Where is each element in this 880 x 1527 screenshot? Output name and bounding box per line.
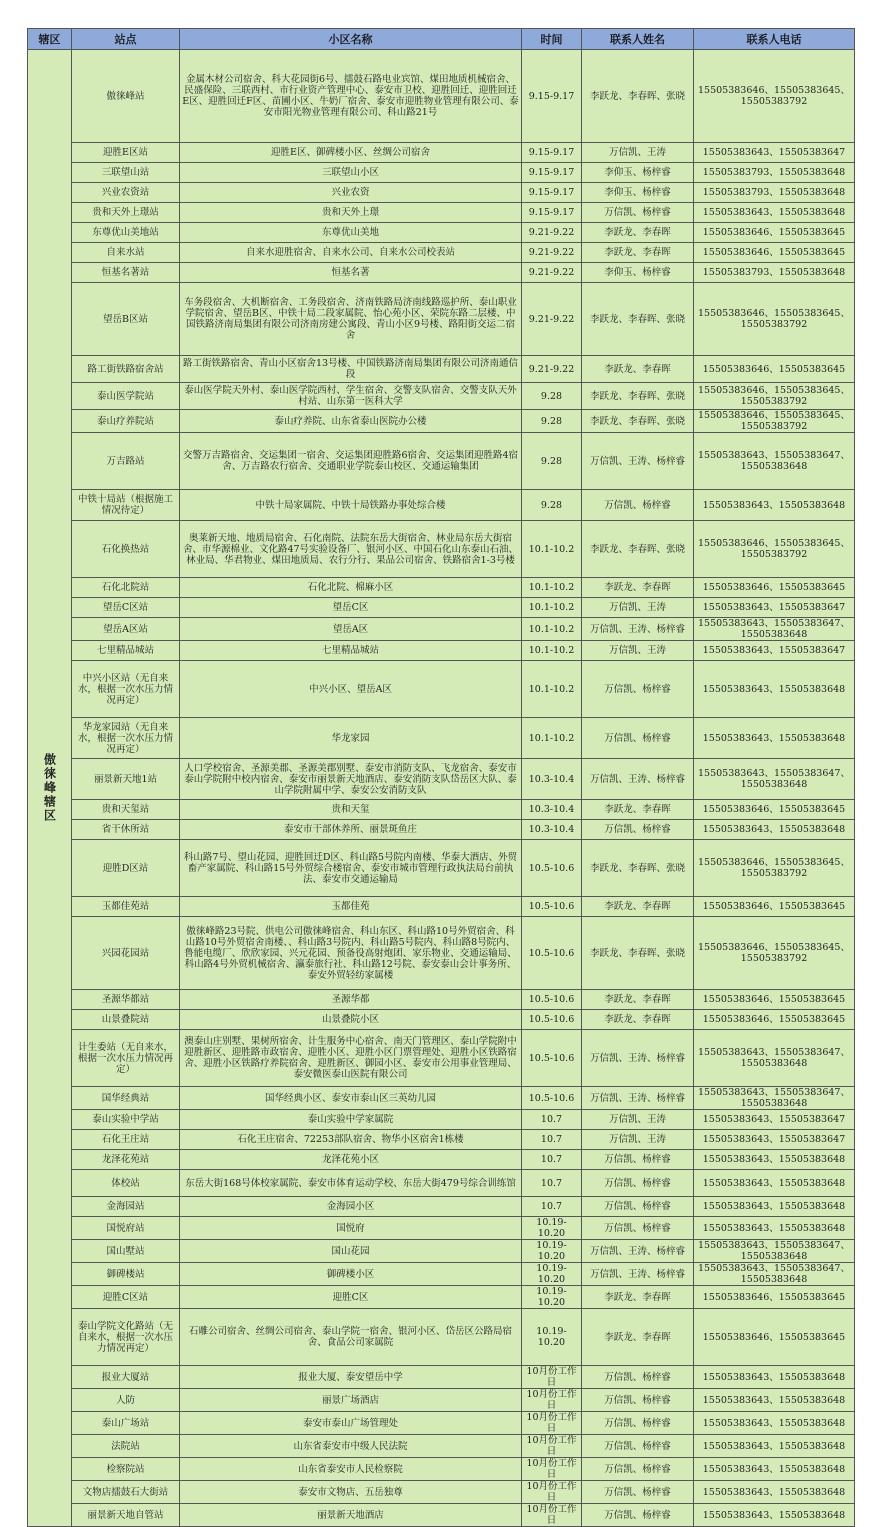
table-row bbox=[28, 1197, 855, 1217]
header-contact: 联系人姓名 bbox=[582, 29, 694, 50]
phone-cell: 15505383643、15505383647、15505383648 bbox=[694, 1030, 855, 1087]
time-cell: 9.28 bbox=[522, 383, 582, 410]
station-cell: 省干休所站 bbox=[72, 820, 180, 840]
phone-cell: 15505383643、15505383648 bbox=[694, 1150, 855, 1170]
time-cell: 10月份工作日 bbox=[522, 1412, 582, 1435]
table-row bbox=[28, 50, 855, 143]
table-row bbox=[28, 1481, 855, 1504]
station-cell: 报业大厦站 bbox=[72, 1366, 180, 1389]
phone-cell: 15505383643、15505383648 bbox=[694, 1389, 855, 1412]
time-cell: 10月份工作日 bbox=[522, 1504, 582, 1527]
contact-cell: 李跃龙、李春晖 bbox=[582, 223, 694, 243]
contact-cell: 万信凯、杨梓睿 bbox=[582, 661, 694, 718]
table-row bbox=[28, 243, 855, 263]
phone-cell: 15505383643、15505383648 bbox=[694, 490, 855, 521]
contact-cell: 万信凯、王涛、杨梓睿 bbox=[582, 433, 694, 490]
phone-cell: 15505383646、15505383645 bbox=[694, 990, 855, 1010]
phone-cell: 15505383643、15505383648 bbox=[694, 203, 855, 223]
station-cell: 圣源华都站 bbox=[72, 990, 180, 1010]
time-cell: 10.5-10.6 bbox=[522, 840, 582, 897]
station-cell: 迎胜D区站 bbox=[72, 840, 180, 897]
station-cell: 三联望山站 bbox=[72, 163, 180, 183]
phone-cell: 15505383646、15505383645、15505383792 bbox=[694, 283, 855, 356]
community-cell: 中兴小区、望岳A区 bbox=[180, 661, 522, 718]
time-cell: 10.7 bbox=[522, 1150, 582, 1170]
contact-cell: 李跃龙、李春晖 bbox=[582, 990, 694, 1010]
time-cell: 10月份工作日 bbox=[522, 1389, 582, 1412]
contact-cell: 李跃龙、李春晖、张晓 bbox=[582, 410, 694, 433]
phone-cell: 15505383646、15505383645 bbox=[694, 1286, 855, 1309]
community-cell: 科山路7号、望山花园、迎胜回迁D区、科山路5号院内南楼、华泰大酒店、外贸畜产家属院、科山路15号外贸综合楼宿舍、泰安市城市管理行政执法局台前执法、泰安市交通运输局 bbox=[180, 840, 522, 897]
station-cell: 丽景新天地1站 bbox=[72, 759, 180, 800]
station-cell: 泰山学院文化路站（无自来水，根据一次水压力情况再定） bbox=[72, 1309, 180, 1366]
station-cell: 自来水站 bbox=[72, 243, 180, 263]
phone-cell: 15505383646、15505383645 bbox=[694, 223, 855, 243]
time-cell: 10.7 bbox=[522, 1197, 582, 1217]
contact-cell: 万信凯、杨梓睿 bbox=[582, 1197, 694, 1217]
contact-cell: 万信凯、杨梓睿 bbox=[582, 1389, 694, 1412]
community-cell: 迎胜E区、御碑楼小区、丝绸公司宿舍 bbox=[180, 143, 522, 163]
table-row bbox=[28, 840, 855, 897]
table-row bbox=[28, 183, 855, 203]
phone-cell: 15505383646、15505383645、15505383792 bbox=[694, 840, 855, 897]
schedule-table-wrapper bbox=[27, 28, 854, 1527]
table-row bbox=[28, 1130, 855, 1150]
contact-cell: 李跃龙、李春晖、张晓 bbox=[582, 521, 694, 578]
contact-cell: 李跃龙、李春晖、张晓 bbox=[582, 283, 694, 356]
station-cell: 龙泽花苑站 bbox=[72, 1150, 180, 1170]
community-cell: 山东省泰安市中级人民法院 bbox=[180, 1435, 522, 1458]
district-cell: 傲徕峰辖区 bbox=[28, 50, 72, 1527]
contact-cell: 李跃龙、李春晖 bbox=[582, 1286, 694, 1309]
table-row bbox=[28, 598, 855, 618]
station-cell: 人防 bbox=[72, 1389, 180, 1412]
community-cell: 望岳C区 bbox=[180, 598, 522, 618]
community-cell: 兴业农资 bbox=[180, 183, 522, 203]
community-cell: 报业大厦、泰安望岳中学 bbox=[180, 1366, 522, 1389]
table-row bbox=[28, 641, 855, 661]
community-cell: 车务段宿舍、大机断宿舍、工务段宿舍、济南铁路局济南线路巡护所、泰山职业学院宿舍、望岳B区、中铁十局二段家属院、怡心苑小区、荣院东路二层楼、中国铁路济南局集团有限公司济南房建公寓段、青山小区9号楼、路阳街交运二宿舍 bbox=[180, 283, 522, 356]
station-cell: 贵和天玺站 bbox=[72, 800, 180, 820]
contact-cell: 万信凯、杨梓睿 bbox=[582, 1504, 694, 1527]
station-cell: 石化北院站 bbox=[72, 578, 180, 598]
table-row bbox=[28, 356, 855, 383]
station-cell: 迎胜C区站 bbox=[72, 1286, 180, 1309]
contact-cell: 万信凯、杨梓睿 bbox=[582, 1481, 694, 1504]
community-cell: 三联望山小区 bbox=[180, 163, 522, 183]
phone-cell: 15505383643、15505383647 bbox=[694, 1110, 855, 1130]
contact-cell: 万信凯、杨梓睿 bbox=[582, 1150, 694, 1170]
community-cell: 中铁十局家属院、中铁十局铁路办事处综合楼 bbox=[180, 490, 522, 521]
station-cell: 国山墅站 bbox=[72, 1240, 180, 1263]
time-cell: 10月份工作日 bbox=[522, 1366, 582, 1389]
station-cell: 山景叠院站 bbox=[72, 1010, 180, 1030]
station-cell: 望岳B区站 bbox=[72, 283, 180, 356]
community-cell: 金海园小区 bbox=[180, 1197, 522, 1217]
community-cell: 玉都佳苑 bbox=[180, 897, 522, 917]
station-cell: 望岳C区站 bbox=[72, 598, 180, 618]
time-cell: 10.1-10.2 bbox=[522, 521, 582, 578]
table-row bbox=[28, 578, 855, 598]
community-cell: 石雕公司宿舍、丝绸公司宿舍、泰山学院一宿舍、银河小区、岱岳区公路局宿舍、食品公司家属院 bbox=[180, 1309, 522, 1366]
table-row bbox=[28, 917, 855, 990]
time-cell: 10.1-10.2 bbox=[522, 598, 582, 618]
table-body bbox=[28, 50, 855, 1527]
phone-cell: 15505383643、15505383648 bbox=[694, 820, 855, 840]
station-cell: 望岳A区站 bbox=[72, 618, 180, 641]
station-cell: 国悦府站 bbox=[72, 1217, 180, 1240]
community-cell: 东尊优山美地 bbox=[180, 223, 522, 243]
phone-cell: 15505383646、15505383645 bbox=[694, 578, 855, 598]
phone-cell: 15505383643、15505383647 bbox=[694, 641, 855, 661]
station-cell: 恒基名著站 bbox=[72, 263, 180, 283]
heating-schedule-table bbox=[27, 28, 855, 1527]
time-cell: 10.19-10.20 bbox=[522, 1263, 582, 1286]
table-row bbox=[28, 1087, 855, 1110]
table-row bbox=[28, 1110, 855, 1130]
phone-cell: 15505383643、15505383647 bbox=[694, 143, 855, 163]
station-cell: 玉都佳苑站 bbox=[72, 897, 180, 917]
community-cell: 人口学校宿舍、圣源美郡、圣源美郡别墅、泰安市消防支队、飞龙宿舍、泰安市泰山学院附中校内宿舍、泰安市丽景新天地酒店、泰安消防支队岱岳区大队、泰山学院附属中学、泰安公安消防支队 bbox=[180, 759, 522, 800]
phone-cell: 15505383643、15505383648 bbox=[694, 1366, 855, 1389]
community-cell: 泰安市泰山广场管理处 bbox=[180, 1412, 522, 1435]
time-cell: 10.7 bbox=[522, 1170, 582, 1197]
time-cell: 9.15-9.17 bbox=[522, 50, 582, 143]
time-cell: 9.21-9.22 bbox=[522, 283, 582, 356]
station-cell: 路工街铁路宿舍站 bbox=[72, 356, 180, 383]
phone-cell: 15505383646、15505383645、15505383792 bbox=[694, 50, 855, 143]
contact-cell: 万信凯、王涛、杨梓睿 bbox=[582, 1240, 694, 1263]
station-cell: 中铁十局站（根据施工情况待定） bbox=[72, 490, 180, 521]
time-cell: 10.5-10.6 bbox=[522, 990, 582, 1010]
community-cell: 傲徕峰路23号院、供电公司傲徕峰宿舍、科山东区、科山路10号外贸宿舍、科山路10号外贸宿舍南楼、、科山路3号院内、科山路5号院内、科山路8号院内、鲁能电缆厂、欣欣家园、兴元花园、预备役高射炮团、家乐物业、交通运输局、科山路4号外贸机械宿舍、瀛泰旅行社、科山路12号院、泰安泰山会计事务所、泰安外贸轻纺家属楼 bbox=[180, 917, 522, 990]
station-cell: 国华经典站 bbox=[72, 1087, 180, 1110]
table-row bbox=[28, 433, 855, 490]
table-row bbox=[28, 1010, 855, 1030]
contact-cell: 万信凯、杨梓睿 bbox=[582, 203, 694, 223]
community-cell: 泰安市干部休养所、丽景斑鱼庄 bbox=[180, 820, 522, 840]
station-cell: 万吉路站 bbox=[72, 433, 180, 490]
time-cell: 10.7 bbox=[522, 1130, 582, 1150]
phone-cell: 15505383646、15505383645 bbox=[694, 243, 855, 263]
time-cell: 10.3-10.4 bbox=[522, 820, 582, 840]
table-row bbox=[28, 163, 855, 183]
contact-cell: 李跃龙、李春晖 bbox=[582, 356, 694, 383]
time-cell: 10.5-10.6 bbox=[522, 1030, 582, 1087]
time-cell: 10.1-10.2 bbox=[522, 641, 582, 661]
community-cell: 金属木材公司宿舍、科大花园街6号、擂鼓石路电业宾馆、煤田地质机械宿舍、民盛保险、三联西村、市行业资产管理中心、泰安市卫校、迎胜回迁、迎胜回迁E区、迎胜回迁F区、苗圃小区、牛奶厂宿舍、泰安市迎胜物业管理有限公司、泰安市阳光物业管理有限公司、科山路21号 bbox=[180, 50, 522, 143]
time-cell: 9.21-9.22 bbox=[522, 356, 582, 383]
contact-cell: 李跃龙、李春晖 bbox=[582, 578, 694, 598]
contact-cell: 万信凯、杨梓睿 bbox=[582, 1412, 694, 1435]
community-cell: 东岳大街168号体校家属院、泰安市体育运动学校、东岳大街479号综合训练馆 bbox=[180, 1170, 522, 1197]
phone-cell: 15505383643、15505383647、15505383648 bbox=[694, 759, 855, 800]
contact-cell: 李跃龙、李春晖、张晓 bbox=[582, 840, 694, 897]
table-row bbox=[28, 1504, 855, 1527]
phone-cell: 15505383643、15505383648 bbox=[694, 1481, 855, 1504]
community-cell: 龙泽花苑小区 bbox=[180, 1150, 522, 1170]
community-cell: 泰山医学院天外村、泰山医学院西村、学生宿舍、交警支队宿舍、交警支队天外村站、山东第一医科大学 bbox=[180, 383, 522, 410]
station-cell: 泰山医学院站 bbox=[72, 383, 180, 410]
contact-cell: 万信凯、王涛 bbox=[582, 1130, 694, 1150]
time-cell: 10.19-10.20 bbox=[522, 1286, 582, 1309]
station-cell: 泰山广场站 bbox=[72, 1412, 180, 1435]
station-cell: 体校站 bbox=[72, 1170, 180, 1197]
station-cell: 傲徕峰站 bbox=[72, 50, 180, 143]
community-cell: 圣源华都 bbox=[180, 990, 522, 1010]
table-row bbox=[28, 1309, 855, 1366]
station-cell: 法院站 bbox=[72, 1435, 180, 1458]
time-cell: 10月份工作日 bbox=[522, 1481, 582, 1504]
community-cell: 泰山疗养院、山东省泰山医院办公楼 bbox=[180, 410, 522, 433]
table-row bbox=[28, 1170, 855, 1197]
time-cell: 10.5-10.6 bbox=[522, 1010, 582, 1030]
station-cell: 丽景新天地自管站 bbox=[72, 1504, 180, 1527]
phone-cell: 15505383646、15505383645 bbox=[694, 356, 855, 383]
table-row bbox=[28, 661, 855, 718]
table-row bbox=[28, 1217, 855, 1240]
time-cell: 9.21-9.22 bbox=[522, 263, 582, 283]
contact-cell: 李跃龙、李春晖、张晓 bbox=[582, 383, 694, 410]
phone-cell: 15505383643、15505383647、15505383648 bbox=[694, 1263, 855, 1286]
header-phone: 联系人电话 bbox=[694, 29, 855, 50]
contact-cell: 万信凯、王涛 bbox=[582, 641, 694, 661]
contact-cell: 李仰玉、杨梓睿 bbox=[582, 163, 694, 183]
contact-cell: 李跃龙、李春晖 bbox=[582, 1010, 694, 1030]
station-cell: 文物店擂鼓石大街站 bbox=[72, 1481, 180, 1504]
table-row bbox=[28, 143, 855, 163]
phone-cell: 15505383643、15505383648 bbox=[694, 1197, 855, 1217]
phone-cell: 15505383643、15505383647 bbox=[694, 598, 855, 618]
phone-cell: 15505383643、15505383648 bbox=[694, 1217, 855, 1240]
phone-cell: 15505383646、15505383645 bbox=[694, 1309, 855, 1366]
time-cell: 9.15-9.17 bbox=[522, 183, 582, 203]
station-cell: 金海园站 bbox=[72, 1197, 180, 1217]
station-cell: 贵和天外上璟站 bbox=[72, 203, 180, 223]
table-row bbox=[28, 521, 855, 578]
table-row bbox=[28, 1030, 855, 1087]
phone-cell: 15505383643、15505383647、15505383648 bbox=[694, 1240, 855, 1263]
community-cell: 国悦府 bbox=[180, 1217, 522, 1240]
table-row bbox=[28, 1435, 855, 1458]
table-row bbox=[28, 718, 855, 759]
contact-cell: 李跃龙、李春晖、张晓 bbox=[582, 917, 694, 990]
time-cell: 10月份工作日 bbox=[522, 1435, 582, 1458]
phone-cell: 15505383793、15505383648 bbox=[694, 183, 855, 203]
community-cell: 御碑楼小区 bbox=[180, 1263, 522, 1286]
station-cell: 迎胜E区站 bbox=[72, 143, 180, 163]
station-cell: 华龙家园站（无自来水，根据一次水压力情况再定） bbox=[72, 718, 180, 759]
time-cell: 9.28 bbox=[522, 433, 582, 490]
table-row bbox=[28, 263, 855, 283]
phone-cell: 15505383646、15505383645 bbox=[694, 1010, 855, 1030]
community-cell: 丽景广场酒店 bbox=[180, 1389, 522, 1412]
station-cell: 御碑楼站 bbox=[72, 1263, 180, 1286]
time-cell: 10.5-10.6 bbox=[522, 897, 582, 917]
contact-cell: 万信凯、杨梓睿 bbox=[582, 1458, 694, 1481]
station-cell: 七里精品城站 bbox=[72, 641, 180, 661]
contact-cell: 李跃龙、李春晖、张晓 bbox=[582, 50, 694, 143]
contact-cell: 万信凯、杨梓睿 bbox=[582, 490, 694, 521]
table-row bbox=[28, 1366, 855, 1389]
time-cell: 10.19-10.20 bbox=[522, 1217, 582, 1240]
contact-cell: 万信凯、王涛、杨梓睿 bbox=[582, 618, 694, 641]
community-cell: 石化王庄宿舍、72253部队宿舍、物华小区宿舍1栋楼 bbox=[180, 1130, 522, 1150]
table-row bbox=[28, 1286, 855, 1309]
time-cell: 10月份工作日 bbox=[522, 1458, 582, 1481]
contact-cell: 万信凯、王涛、杨梓睿 bbox=[582, 1030, 694, 1087]
time-cell: 10.1-10.2 bbox=[522, 661, 582, 718]
community-cell: 石化北院、棉麻小区 bbox=[180, 578, 522, 598]
contact-cell: 万信凯、王涛 bbox=[582, 143, 694, 163]
station-cell: 泰山疗养院站 bbox=[72, 410, 180, 433]
phone-cell: 15505383646、15505383645 bbox=[694, 897, 855, 917]
community-cell: 路工街铁路宿舍、青山小区宿舍13号楼、中国铁路济南局集团有限公司济南通信段 bbox=[180, 356, 522, 383]
contact-cell: 万信凯、王涛、杨梓睿 bbox=[582, 1087, 694, 1110]
contact-cell: 李跃龙、李春晖 bbox=[582, 243, 694, 263]
table-row bbox=[28, 990, 855, 1010]
phone-cell: 15505383646、15505383645、15505383792 bbox=[694, 410, 855, 433]
header-time: 时间 bbox=[522, 29, 582, 50]
table-row bbox=[28, 759, 855, 800]
table-row bbox=[28, 1150, 855, 1170]
station-cell: 检察院站 bbox=[72, 1458, 180, 1481]
community-cell: 奥莱新天地、地质局宿舍、石化南院、法院东岳大街宿舍、林业局东岳大街宿舍、市华源棉业、文化路47号实验设备厂、银河小区、中国石化山东泰山石油、林业局、华君物业、煤田地质局、农行分行、果品公司宿舍、铁路宿舍1-3号楼 bbox=[180, 521, 522, 578]
community-cell: 泰安市文物店、五岳独尊 bbox=[180, 1481, 522, 1504]
phone-cell: 15505383643、15505383647、15505383648 bbox=[694, 1087, 855, 1110]
phone-cell: 15505383643、15505383647 bbox=[694, 1130, 855, 1150]
contact-cell: 李跃龙、李春晖 bbox=[582, 897, 694, 917]
station-cell: 石化王庄站 bbox=[72, 1130, 180, 1150]
time-cell: 9.28 bbox=[522, 490, 582, 521]
time-cell: 10.5-10.6 bbox=[522, 1087, 582, 1110]
time-cell: 10.1-10.2 bbox=[522, 578, 582, 598]
station-cell: 兴业农资站 bbox=[72, 183, 180, 203]
phone-cell: 15505383643、15505383648 bbox=[694, 1412, 855, 1435]
station-cell: 东尊优山美地站 bbox=[72, 223, 180, 243]
community-cell: 迎胜C区 bbox=[180, 1286, 522, 1309]
table-row bbox=[28, 1458, 855, 1481]
table-header-row bbox=[28, 29, 855, 50]
contact-cell: 李仰玉、杨梓睿 bbox=[582, 263, 694, 283]
contact-cell: 李仰玉、杨梓睿 bbox=[582, 183, 694, 203]
table-row bbox=[28, 283, 855, 356]
time-cell: 9.15-9.17 bbox=[522, 143, 582, 163]
table-row bbox=[28, 1412, 855, 1435]
contact-cell: 万信凯、杨梓睿 bbox=[582, 1366, 694, 1389]
community-cell: 华龙家园 bbox=[180, 718, 522, 759]
time-cell: 9.21-9.22 bbox=[522, 243, 582, 263]
community-cell: 丽景新天地酒店 bbox=[180, 1504, 522, 1527]
time-cell: 10.1-10.2 bbox=[522, 718, 582, 759]
time-cell: 10.5-10.6 bbox=[522, 917, 582, 990]
table-row bbox=[28, 383, 855, 410]
contact-cell: 万信凯、王涛、杨梓睿 bbox=[582, 759, 694, 800]
phone-cell: 15505383643、15505383648 bbox=[694, 1435, 855, 1458]
contact-cell: 万信凯、杨梓睿 bbox=[582, 718, 694, 759]
contact-cell: 李跃龙、李春晖 bbox=[582, 800, 694, 820]
community-cell: 澳泰山庄别墅、果树所宿舍、计生服务中心宿舍、南天门管理区、泰山学院附中迎胜新区、迎胜路市政宿舍、迎胜小区、迎胜小区门票管理处、迎胜小区铁路宿舍、迎胜小区铁路疗养院宿舍、迎胜新区、御园小区、泰安市公用事业管理局、泰安微医泰山医院有限公司 bbox=[180, 1030, 522, 1087]
phone-cell: 15505383646、15505383645、15505383792 bbox=[694, 917, 855, 990]
phone-cell: 15505383793、15505383648 bbox=[694, 163, 855, 183]
contact-cell: 万信凯、王涛、杨梓睿 bbox=[582, 1263, 694, 1286]
table-row bbox=[28, 410, 855, 433]
contact-cell: 李跃龙、李春晖 bbox=[582, 1309, 694, 1366]
contact-cell: 万信凯、王涛 bbox=[582, 598, 694, 618]
contact-cell: 万信凯、杨梓睿 bbox=[582, 1435, 694, 1458]
time-cell: 9.15-9.17 bbox=[522, 203, 582, 223]
table-row bbox=[28, 203, 855, 223]
time-cell: 10.1-10.2 bbox=[522, 618, 582, 641]
time-cell: 10.3-10.4 bbox=[522, 800, 582, 820]
phone-cell: 15505383643、15505383647、15505383648 bbox=[694, 618, 855, 641]
contact-cell: 万信凯、王涛 bbox=[582, 1110, 694, 1130]
phone-cell: 15505383793、15505383648 bbox=[694, 263, 855, 283]
community-cell: 七里精品城站 bbox=[180, 641, 522, 661]
phone-cell: 15505383643、15505383647、15505383648 bbox=[694, 433, 855, 490]
community-cell: 贵和天玺 bbox=[180, 800, 522, 820]
table-row bbox=[28, 800, 855, 820]
station-cell: 泰山实验中学站 bbox=[72, 1110, 180, 1130]
phone-cell: 15505383646、15505383645、15505383792 bbox=[694, 383, 855, 410]
community-cell: 国华经典小区、泰安市泰山区三英幼儿园 bbox=[180, 1087, 522, 1110]
community-cell: 交警万吉路宿舍、交运集团一宿舍、交运集团迎胜路6宿舍、交运集团迎胜路4宿舍、万吉路农行宿舍、交通职业学院泰山校区、交通运输集团 bbox=[180, 433, 522, 490]
phone-cell: 15505383643、15505383648 bbox=[694, 661, 855, 718]
time-cell: 10.7 bbox=[522, 1110, 582, 1130]
community-cell: 山东省泰安市人民检察院 bbox=[180, 1458, 522, 1481]
station-cell: 兴园花园站 bbox=[72, 917, 180, 990]
community-cell: 山景叠院小区 bbox=[180, 1010, 522, 1030]
table-row bbox=[28, 1389, 855, 1412]
time-cell: 9.15-9.17 bbox=[522, 163, 582, 183]
time-cell: 9.28 bbox=[522, 410, 582, 433]
table-row bbox=[28, 1263, 855, 1286]
phone-cell: 15505383646、15505383645、15505383792 bbox=[694, 521, 855, 578]
table-row bbox=[28, 897, 855, 917]
contact-cell: 万信凯、杨梓睿 bbox=[582, 1217, 694, 1240]
table-row bbox=[28, 618, 855, 641]
phone-cell: 15505383643、15505383648 bbox=[694, 718, 855, 759]
station-cell: 中兴小区站（无自来水，根据一次水压力情况再定） bbox=[72, 661, 180, 718]
contact-cell: 万信凯、杨梓睿 bbox=[582, 820, 694, 840]
community-cell: 国山花园 bbox=[180, 1240, 522, 1263]
table-row bbox=[28, 820, 855, 840]
time-cell: 10.19-10.20 bbox=[522, 1240, 582, 1263]
community-cell: 望岳A区 bbox=[180, 618, 522, 641]
contact-cell: 万信凯、杨梓睿 bbox=[582, 1170, 694, 1197]
header-station: 站点 bbox=[72, 29, 180, 50]
time-cell: 10.3-10.4 bbox=[522, 759, 582, 800]
phone-cell: 15505383643、15505383648 bbox=[694, 1504, 855, 1527]
community-cell: 泰山实验中学家属院 bbox=[180, 1110, 522, 1130]
phone-cell: 15505383643、15505383648 bbox=[694, 1458, 855, 1481]
community-cell: 恒基名著 bbox=[180, 263, 522, 283]
time-cell: 10.19-10.20 bbox=[522, 1309, 582, 1366]
table-row bbox=[28, 1240, 855, 1263]
table-row bbox=[28, 490, 855, 521]
station-cell: 石化换热站 bbox=[72, 521, 180, 578]
phone-cell: 15505383643、15505383648 bbox=[694, 1170, 855, 1197]
station-cell: 计生委站（无自来水，根据一次水压力情况再定） bbox=[72, 1030, 180, 1087]
header-community: 小区名称 bbox=[180, 29, 522, 50]
header-district: 辖区 bbox=[28, 29, 72, 50]
table-row bbox=[28, 223, 855, 243]
phone-cell: 15505383646、15505383645 bbox=[694, 800, 855, 820]
time-cell: 9.21-9.22 bbox=[522, 223, 582, 243]
community-cell: 自来水迎胜宿舍、自来水公司、自来水公司校表站 bbox=[180, 243, 522, 263]
community-cell: 贵和天外上璟 bbox=[180, 203, 522, 223]
